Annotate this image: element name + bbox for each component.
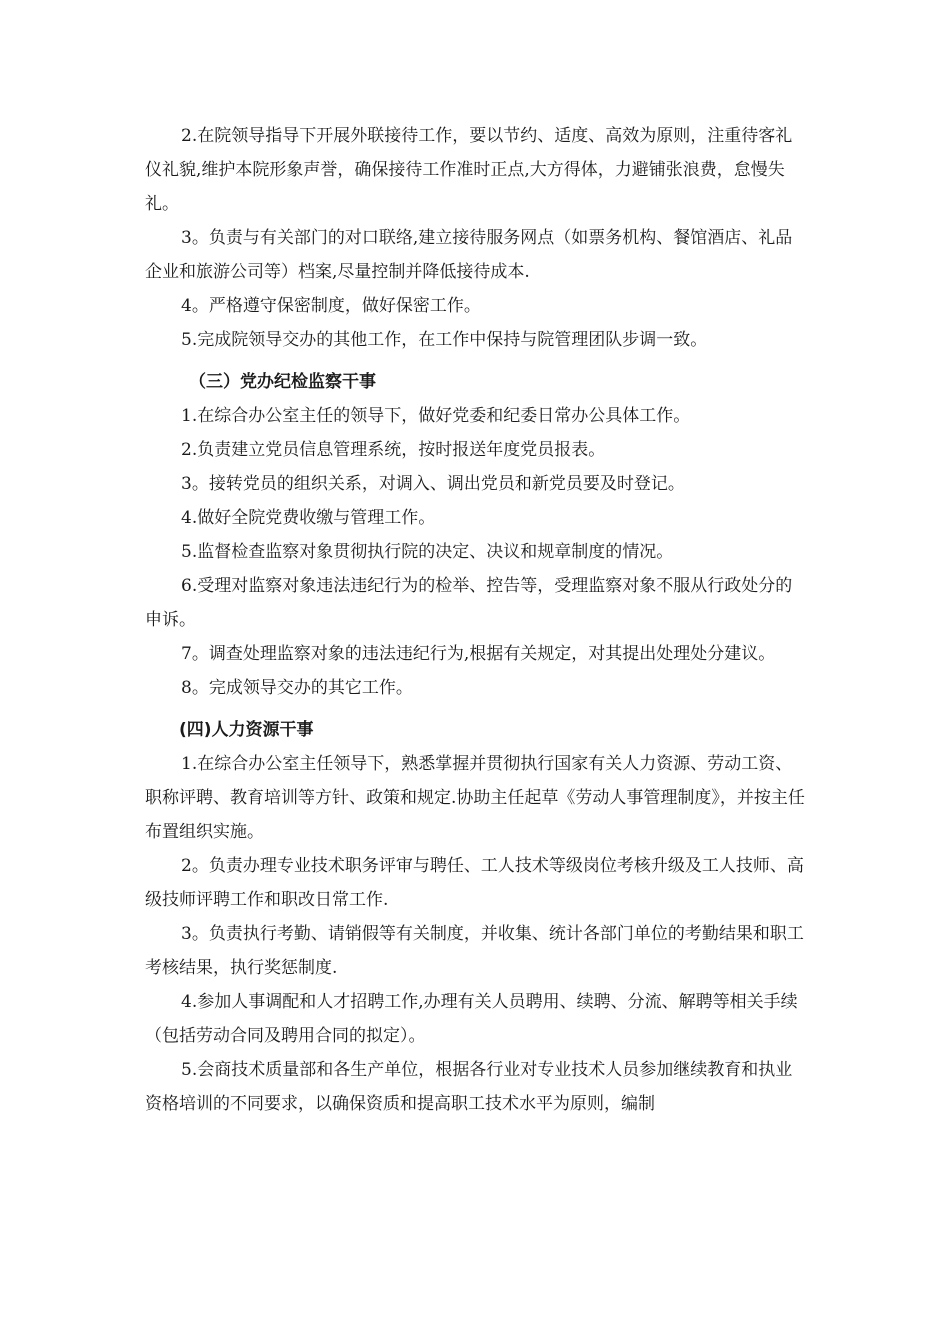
paragraph-reception-3: 3。负责与有关部门的对口联络,建立接待服务网点（如票务机构、餐馆酒店、礼品企业和旅游公司等）档案,尽量控制并降低接待成本. — [145, 228, 793, 282]
paragraph-party-2: 2.负责建立党员信息管理系统，按时报送年度党员报表。 — [181, 440, 606, 460]
paragraph-party-5: 5.监督检查监察对象贯彻执行院的决定、决议和规章制度的情况。 — [181, 542, 674, 562]
document-body — [145, 119, 805, 1121]
paragraph-hr-1: 1.在综合办公室主任领导下，熟悉掌握并贯彻执行国家有关人力资源、劳动工资、职称评聘、教育培训等方针、政策和规定.协助主任起草《劳动人事管理制度》，并按主任布置组织实施。 — [145, 754, 805, 842]
paragraph-reception-2: 2.在院领导指导下开展外联接待工作，要以节约、适度、高效为原则，注重待客礼仪礼貌,维护本院形象声誉，确保接待工作准时正点,大方得体，力避铺张浪费，怠慢失礼。 — [145, 126, 793, 214]
paragraph-hr-2: 2。负责办理专业技术职务评审与聘任、工人技术等级岗位考核升级及工人技师、高级技师评聘工作和职改日常工作. — [145, 856, 804, 910]
section-party-discipline — [145, 365, 805, 705]
paragraph-hr-5: 5.会商技术质量部和各生产单位，根据各行业对专业技术人员参加继续教育和执业资格培训的不同要求，以确保资质和提高职工技术水平为原则，编制 — [145, 1060, 793, 1114]
paragraph-hr-3: 3。负责执行考勤、请销假等有关制度，并收集、统计各部门单位的考勤结果和职工考核结果，执行奖惩制度. — [145, 924, 804, 978]
paragraph-reception-5: 5.完成院领导交办的其他工作，在工作中保持与院管理团队步调一致。 — [181, 330, 708, 350]
section-heading-party-discipline: （三）党办纪检监察干事 — [189, 372, 376, 392]
paragraph-party-4: 4.做好全院党费收缴与管理工作。 — [181, 508, 436, 528]
paragraph-party-3: 3。接转党员的组织关系，对调入、调出党员和新党员要及时登记。 — [181, 474, 685, 494]
paragraph-party-1: 1.在综合办公室主任的领导下，做好党委和纪委日常办公具体工作。 — [181, 406, 691, 426]
paragraph-hr-4: 4.参加人事调配和人才招聘工作,办理有关人员聘用、续聘、分流、解聘等相关手续（包括劳动合同及聘用合同的拟定）。 — [145, 992, 798, 1046]
paragraph-party-6: 6.受理对监察对象违法违纪行为的检举、控告等，受理监察对象不服从行政处分的申诉。 — [145, 576, 793, 630]
paragraph-reception-4: 4。严格遵守保密制度，做好保密工作。 — [181, 296, 481, 316]
paragraph-party-7: 7。调查处理监察对象的违法违纪行为,根据有关规定，对其提出处理处分建议。 — [181, 644, 776, 664]
section-reception-duties — [145, 119, 805, 357]
section-human-resources — [145, 713, 805, 1121]
paragraph-party-8: 8。完成领导交办的其它工作。 — [181, 678, 413, 698]
section-heading-human-resources: (四)人力资源干事 — [179, 720, 314, 740]
